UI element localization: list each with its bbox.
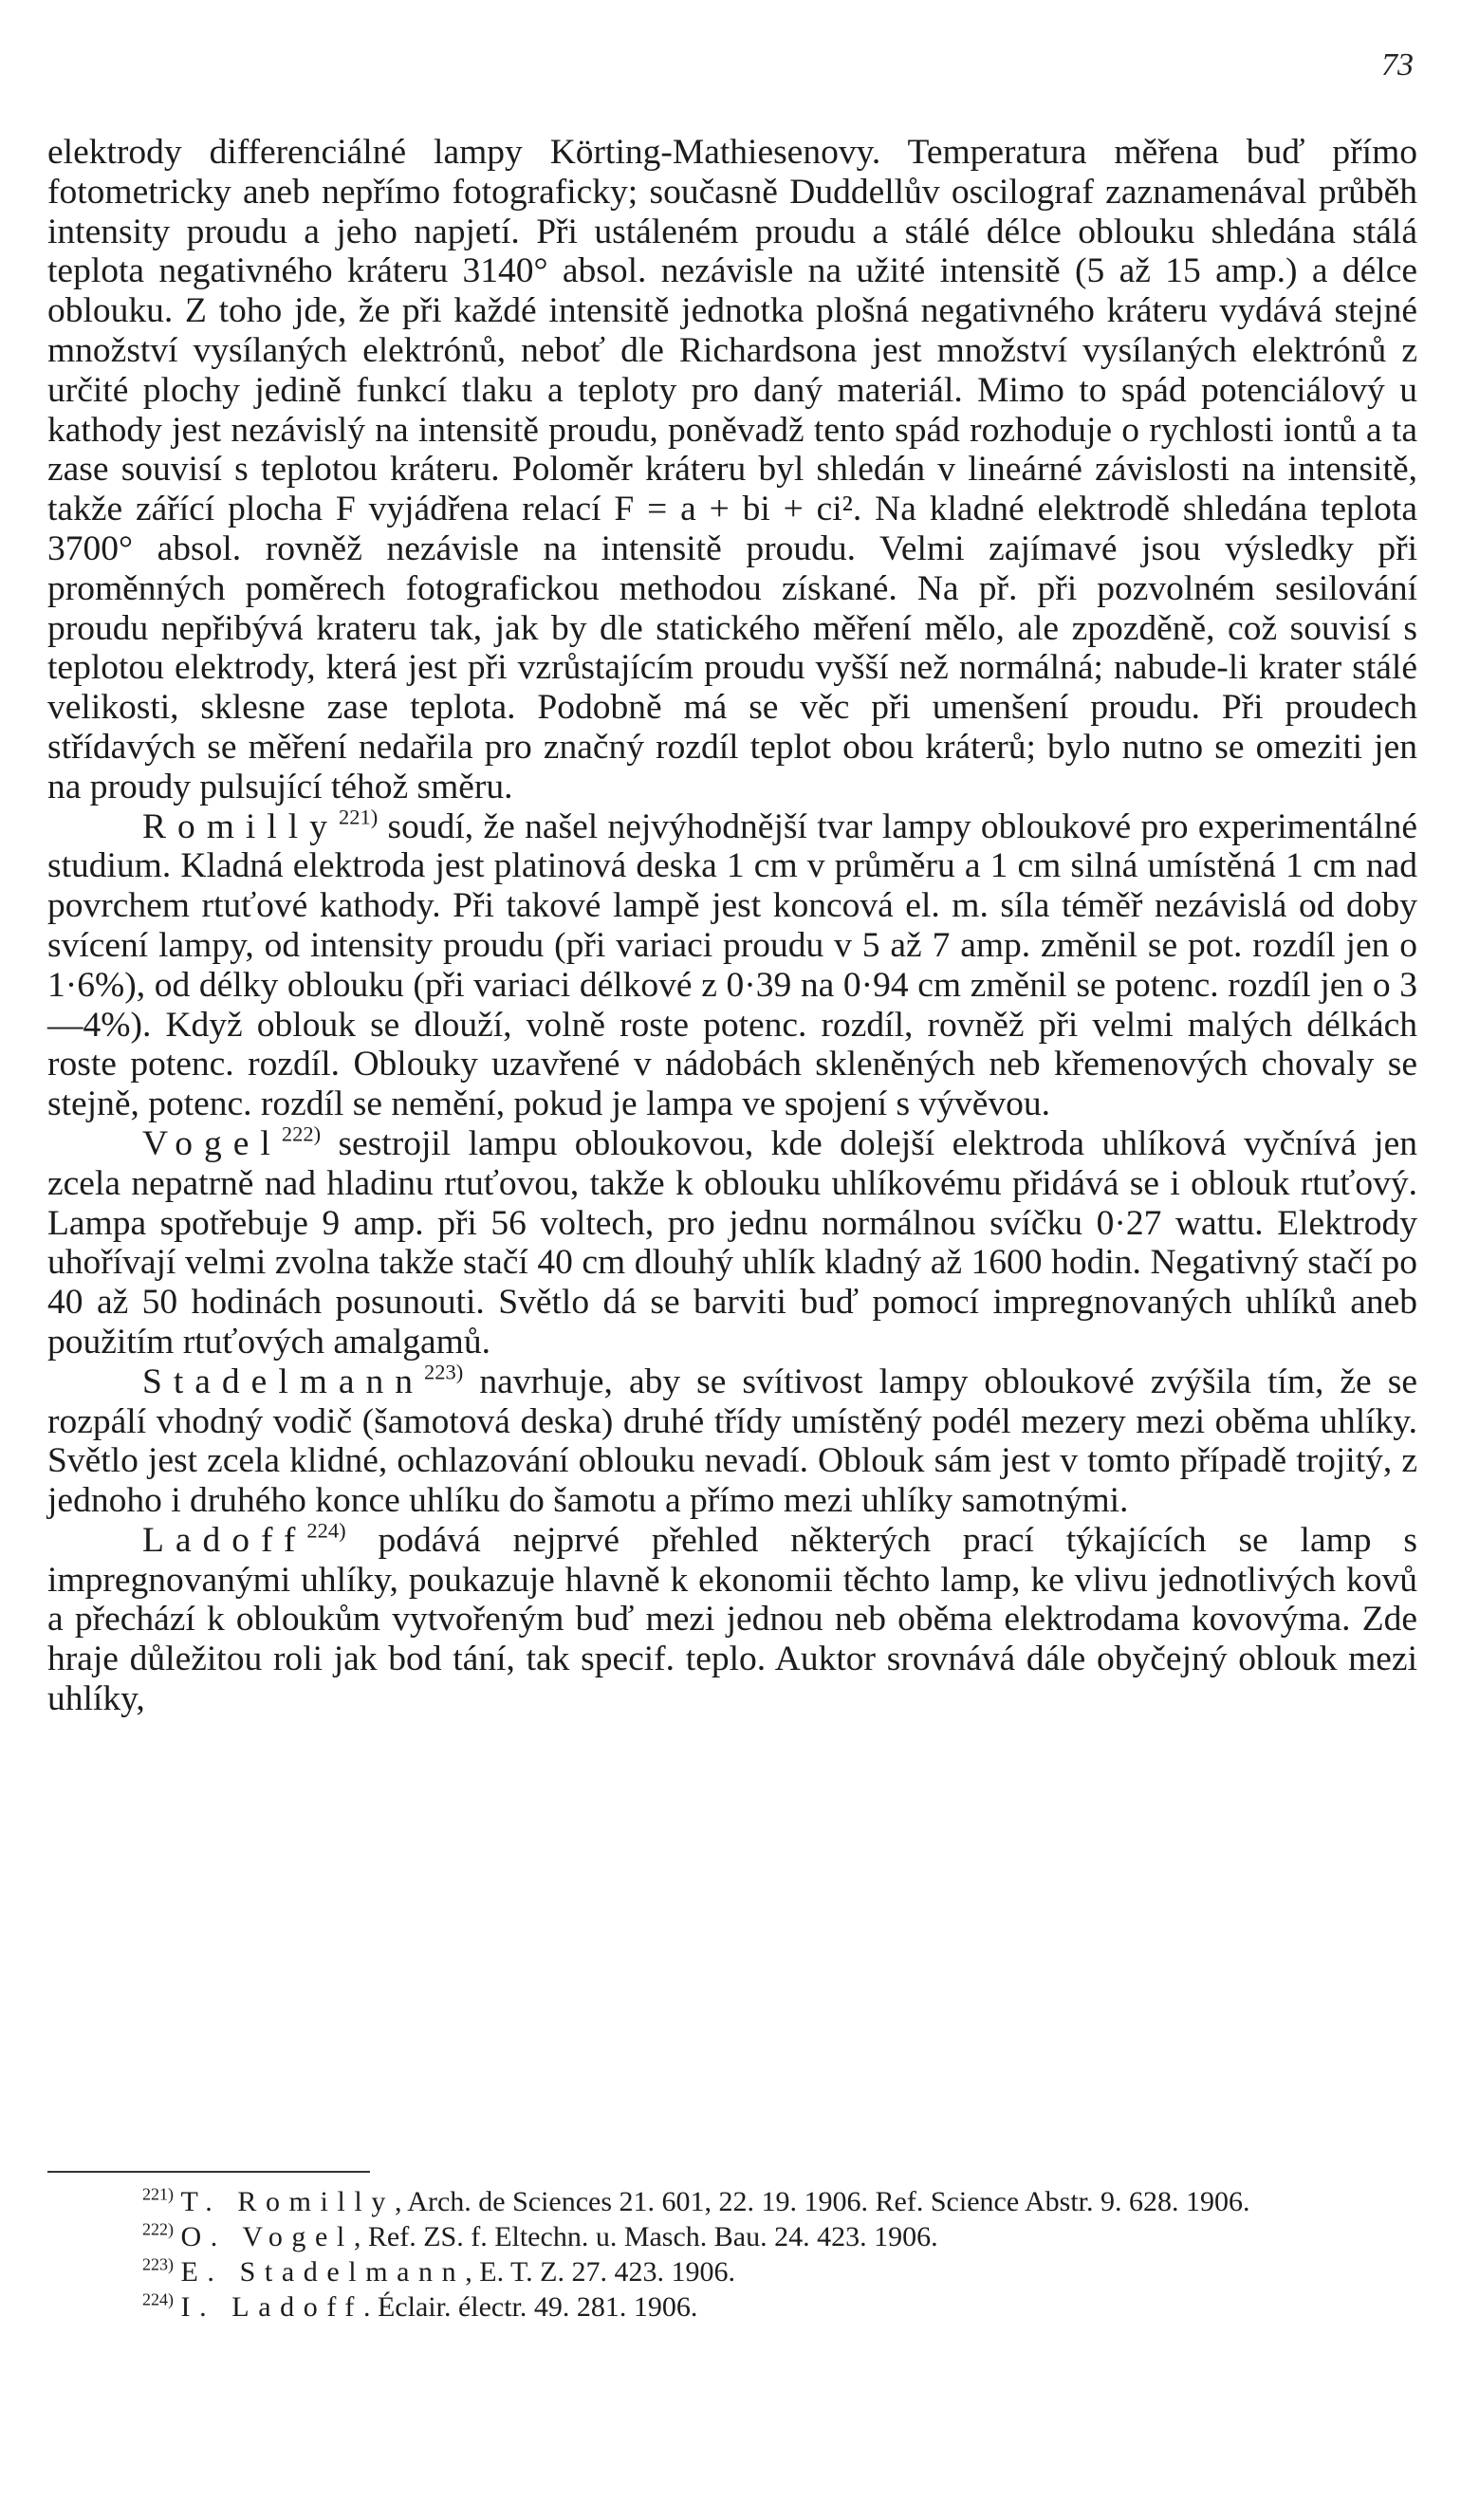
paragraph-text: podává nejprvé přehled některých prací týkajících se lamp s impregnovanými uhlíky, poukazuje hlavně k ekonomii těchto lamp, ke vlivu jednotlivých kovů a přechází k obloukům vytvořeným buď mezi jednou neb oběma elektrodama kovovýma. Zde hraje důležitou roli jak bod tání, tak specif. teplo. Auktor srovnává dále obyčejný oblouk mezi uhlíky, bbox=[47, 1520, 1417, 1719]
footnote-221 bbox=[47, 2184, 1417, 2219]
paragraph-ladoff bbox=[47, 1518, 1417, 1719]
footnote-ref: 223) bbox=[424, 1360, 464, 1384]
footnote-number: 222) bbox=[142, 2219, 174, 2239]
paragraph-text: soudí, že našel nejvýhodnější tvar lampy obloukové pro experimentálné studium. Kladná elektroda jest platinová deska 1 cm v průměru a 1 cm silná umístěná 1 cm nad povrchem rtuťové kathody. Při takové lampě jest koncová el. m. síla téměř nezávislá od doby svícení lampy, od intensity proudu (při variaci proudu v 5 až 7 amp. změnil se pot. rozdíl jen o 1·6%), od délky oblouku (při variaci délkové z 0·39 na 0·94 cm změnil se potenc. rozdíl jen o 3—4%). Když oblouk se dlouží, volně roste potenc. rozdíl, rovněž při velmi malých délkách roste potenc. rozdíl. Oblouky uzavřené v nádobách skleněných neb křemenových chovaly se stejně, potenc. rozdíl se nemění, pokud je lampa ve spojení s vývěvou. bbox=[47, 806, 1417, 1124]
paragraph-text: navrhuje, aby se svítivost lampy obloukové zvýšila tím, že se rozpálí vhodný vodič (šamotová deska) druhé třídy umístěný podél mezery mezi oběma uhlíky. Světlo jest zcela klidné, ochlazování oblouku nevadí. Oblouk sám jest v tomto případě trojitý, z jednoho i druhého konce uhlíku do šamotu a přímo mezi uhlíky samotnými. bbox=[47, 1362, 1417, 1521]
author-name: Vogel bbox=[142, 1123, 282, 1163]
footnote-author: I. Ladoff bbox=[180, 2291, 363, 2323]
footnote-223 bbox=[47, 2254, 1417, 2289]
author-name: Ladoff bbox=[142, 1520, 307, 1560]
footnote-text: , Arch. de Sciences 21. 601, 22. 19. 1906. Ref. Science Abstr. 9. 628. 1906. bbox=[394, 2186, 1250, 2217]
paragraph-stadelmann bbox=[47, 1362, 1417, 1521]
footnote-text: , E. T. Z. 27. 423. 1906. bbox=[465, 2256, 735, 2288]
page-number: 73 bbox=[1381, 47, 1414, 83]
author-name: Romilly bbox=[142, 806, 339, 846]
footnote-number: 224) bbox=[142, 2289, 174, 2309]
footnote-222 bbox=[47, 2219, 1417, 2254]
footnote-ref: 224) bbox=[306, 1518, 346, 1543]
footnotes bbox=[47, 2184, 1417, 2325]
paragraph-romilly bbox=[47, 804, 1417, 1124]
footnote-author: E. Stadelmann bbox=[180, 2256, 466, 2288]
footnote-divider bbox=[47, 2171, 370, 2173]
paragraph-vogel bbox=[47, 1121, 1417, 1362]
main-text bbox=[47, 133, 1417, 1719]
footnote-224 bbox=[47, 2289, 1417, 2325]
author-name: Stadelmann bbox=[142, 1362, 425, 1401]
paragraph-continuation: elektrody differenciálné lampy Körting-Mathiesenovy. Temperatura měřena buď přímo fotometricky aneb nepřímo fotograficky; současně Duddellův oscilograf zaznamenával průběh intensity proudu a jeho napjetí. Při ustáleném proudu a stálé délce oblouku shledána stálá teplota negativného kráteru 3140° absol. nezávisle na užité intensitě (5 až 15 amp.) a délce oblouku. Z toho jde, že při každé intensitě jednotka plošná negativného kráteru vydává stejné množství vysílaných elektrónů, neboť dle Richardsona jest množství vysílaných elektrónů z určité plochy jedině funkcí tlaku a teploty pro daný materiál. Mimo to spád potenciálový u kathody jest nezávislý na intensitě proudu, poněvadž tento spád rozhoduje o rychlosti iontů a ta zase souvisí s teplotou kráteru. Poloměr kráteru byl shledán v lineárné závislosti na intensitě, takže zářící plocha F vyjádřena relací F = a + bi + ci². Na kladné elektrodě shledána teplota 3700° absol. rovněž nezávisle na intensitě proudu. Velmi zajímavé jsou výsledky při proměnných poměrech fotografickou methodou získané. Na př. při pozvolném sesilování proudu nepřibývá krateru tak, jak by dle statického měření mělo, ale zpozděně, což souvisí s teplotou elektrody, která jest při vzrůstajícím proudu vyšší než normálná; nabude-li krater stálé velikosti, sklesne zase teplota. Podobně má se věc při umenšení proudu. Při proudech střídavých se měření nedařila pro značný rozdíl teplot obou kráterů; bylo nutno se omeziti jen na proudy pulsující téhož směru. bbox=[47, 133, 1417, 806]
footnote-text: . Éclair. électr. 49. 281. 1906. bbox=[362, 2291, 698, 2323]
footnote-text: , Ref. ZS. f. Eltechn. u. Masch. Bau. 24. 423. 1906. bbox=[353, 2221, 938, 2252]
paragraph-text: sestrojil lampu obloukovou, kde dolejší elektroda uhlíková vyčnívá jen zcela nepatrně nad hladinu rtuťovou, takže k oblouku uhlíkovému přidává se i oblouk rtuťový. Lampa spotřebuje 9 amp. při 56 voltech, pro jednu normálnou svíčku 0·27 wattu. Elektrody uhořívají velmi zvolna takže stačí 40 cm dlouhý uhlík kladný až 1600 hodin. Negativný stačí po 40 až 50 hodinách posunouti. Světlo dá se barviti buď pomocí impregnovaných uhlíků aneb použitím rtuťových amalgamů. bbox=[47, 1123, 1417, 1362]
footnote-ref: 222) bbox=[281, 1121, 322, 1146]
footnote-author: T. Romilly bbox=[180, 2186, 395, 2217]
footnote-ref: 221) bbox=[338, 804, 379, 828]
footnote-number: 221) bbox=[142, 2184, 174, 2204]
footnote-author: O. Vogel bbox=[180, 2221, 354, 2252]
footnote-number: 223) bbox=[142, 2254, 174, 2274]
